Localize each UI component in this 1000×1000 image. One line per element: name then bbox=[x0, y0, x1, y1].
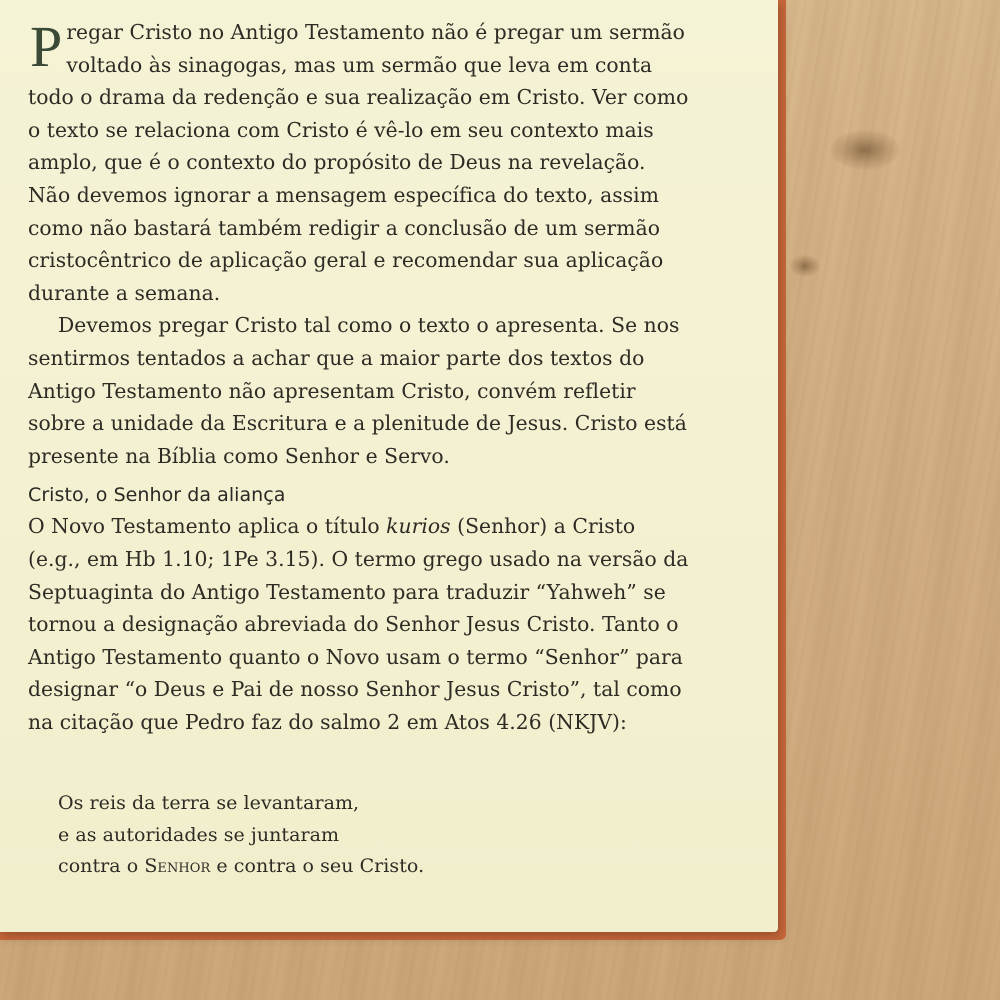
quote-line: e as autoridades se juntaram bbox=[58, 823, 340, 846]
third-paragraph bbox=[28, 510, 693, 738]
wood-knot bbox=[790, 255, 820, 277]
intro-paragraph bbox=[28, 16, 693, 309]
quote-line-start: contra o bbox=[58, 855, 145, 878]
wood-knot bbox=[830, 130, 900, 170]
third-paragraph-start: O Novo Testamento aplica o título bbox=[28, 514, 387, 539]
quote-line bbox=[58, 851, 693, 883]
small-caps-lord: Senhor bbox=[144, 855, 211, 878]
second-paragraph: Devemos pregar Cristo tal como o texto o apresenta. Se nos sentirmos tentados a achar que a maior parte dos textos do Antigo Testamento não apresentam Cristo, convém refletir sobre a unidade da Escritura e a plenitude de Jesus. Cristo está presente na Bíblia como Senhor e Servo. bbox=[28, 313, 687, 468]
page-text bbox=[28, 16, 693, 883]
third-paragraph-rest: (Senhor) a Cristo (e.g., em Hb 1.10; 1Pe 3.15). O termo grego usado na versão da Septuaginta do Antigo Testamento para traduzir “Yahweh” se tornou a designação abreviada do Senhor Jesus Cristo. Tanto o Antigo Testamento quanto o Novo usam o termo “Senhor” para designar “o Deus e Pai de nosso Senhor Jesus Cristo”, tal como na citação que Pedro faz do salmo 2 em Atos 4.26 (NKJV): bbox=[28, 514, 689, 734]
section-heading: Cristo, o Senhor da aliança bbox=[28, 484, 286, 507]
italic-term: kurios bbox=[386, 514, 451, 539]
quote-line-end: e contra o seu Cristo. bbox=[210, 855, 425, 878]
scripture-quote bbox=[28, 788, 693, 883]
quote-line: Os reis da terra se levantaram, bbox=[58, 792, 360, 815]
intro-paragraph-text: regar Cristo no Antigo Testamento não é pregar um sermão voltado às sinagogas, mas um sermão que leva em conta todo o drama da redenção e sua realização em Cristo. Ver como o texto se relaciona com Cristo é vê-lo em seu contexto mais amplo, que é o contexto do propósito de Deus na revelação. Não devemos ignorar a mensagem específica do texto, assim como não bastará também redigir a conclusão de um sermão cristocêntrico de aplicação geral e recomendar sua aplicação durante a semana. bbox=[28, 20, 689, 305]
drop-cap: P bbox=[30, 14, 63, 79]
